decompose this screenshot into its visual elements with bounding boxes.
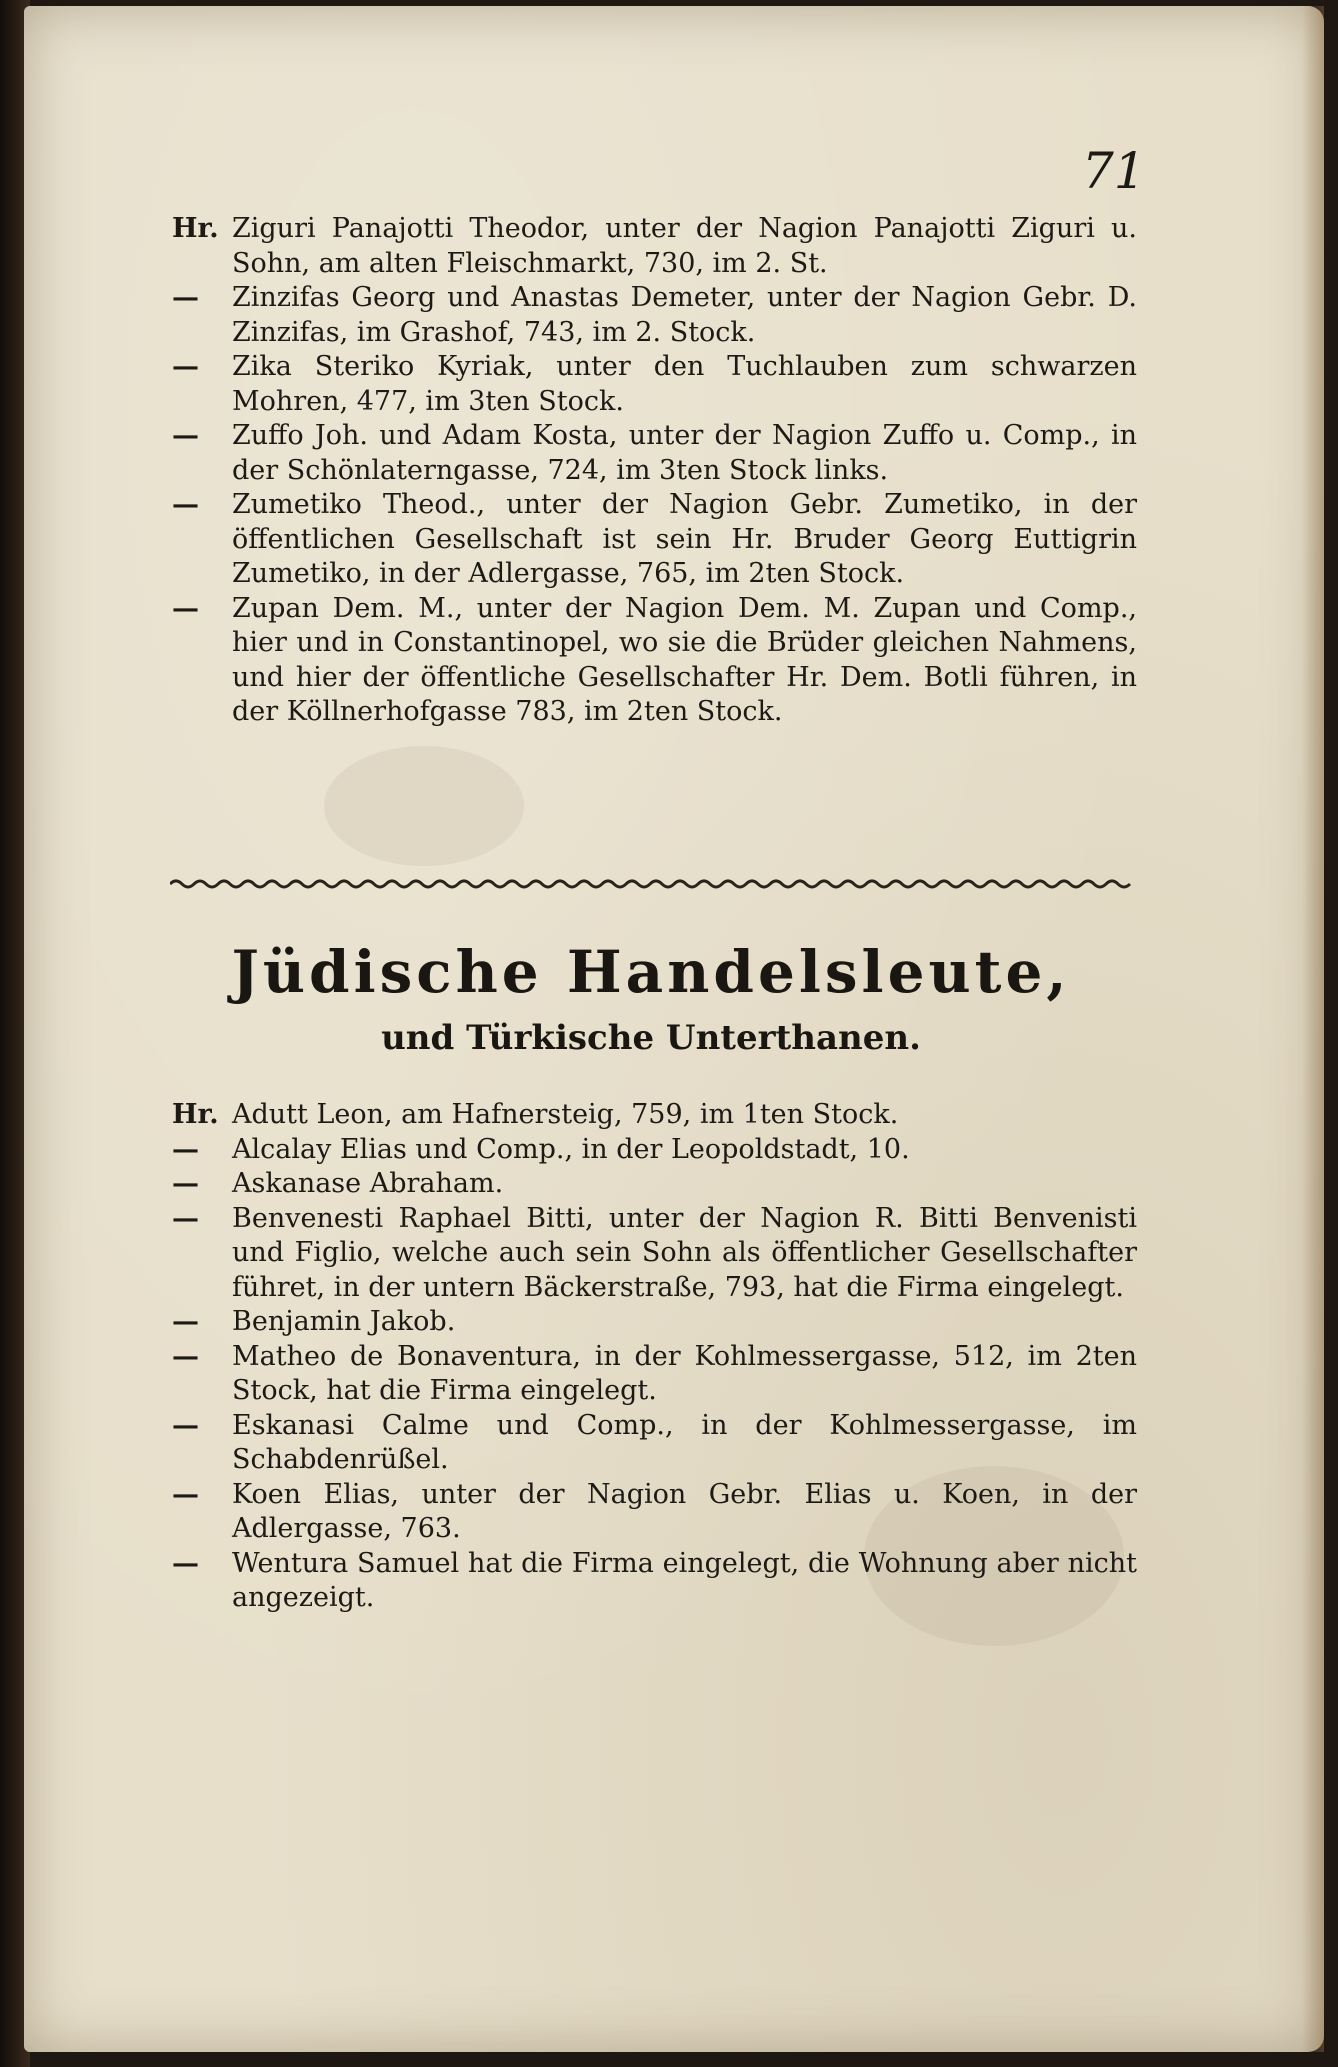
page-number: 71 bbox=[1082, 142, 1146, 200]
merchant-entry bbox=[172, 212, 1137, 281]
entry-lead: — bbox=[172, 1547, 199, 1579]
entry-lead: Hr. bbox=[172, 213, 219, 244]
entry-lead: — bbox=[172, 1168, 199, 1199]
entry-lead: — bbox=[172, 1133, 199, 1165]
entry-text: Zinzifas Georg und Anastas Demeter, unter der Nagion Gebr. D. Zinzifas, im Grashof, 743, im 2. Stock. bbox=[232, 282, 1137, 348]
entry-text: Adutt Leon, am Hafnersteig, 759, im 1ten Stock. bbox=[232, 1099, 899, 1130]
entry-lead: — bbox=[172, 351, 199, 382]
section-heading: Jüdische Handelsleute, bbox=[231, 938, 1071, 1006]
entry-lead: — bbox=[172, 489, 199, 520]
entry-text: Zika Steriko Kyriak, unter den Tuchlauben zum schwarzen Mohren, 477, im 3ten Stock. bbox=[232, 351, 1137, 417]
entry-text: Askanase Abraham. bbox=[232, 1168, 504, 1199]
entry-lead: — bbox=[172, 282, 199, 313]
page-edge-shadow bbox=[1302, 6, 1324, 2052]
decorative-rule bbox=[170, 876, 1132, 892]
entry-text: Benjamin Jakob. bbox=[232, 1306, 456, 1337]
merchant-entry bbox=[172, 350, 1137, 419]
merchant-entry bbox=[172, 592, 1137, 730]
entry-lead: — bbox=[172, 592, 199, 624]
entry-lead: — bbox=[172, 1202, 199, 1234]
merchant-entry bbox=[172, 419, 1137, 488]
entry-lead: — bbox=[172, 1409, 199, 1441]
entry-text: Matheo de Bonaventura, in der Kohlmessergasse, 512, im 2ten Stock, hat die Firma eingelegt. bbox=[232, 1340, 1137, 1406]
entry-text: Zuffo Joh. und Adam Kosta, unter der Nagion Zuffo u. Comp., in der Schönlaterngasse, 724, im 3ten Stock links. bbox=[232, 420, 1137, 486]
entry-lead: Hr. bbox=[172, 1099, 219, 1130]
merchant-entry bbox=[172, 1478, 1137, 1547]
entry-text: Ziguri Panajotti Theodor, unter der Nagion Panajotti Ziguri u. Sohn, am alten Fleischmarkt, 730, im 2. St. bbox=[232, 213, 1137, 279]
entry-text: Eskanasi Calme und Comp., in der Kohlmessergasse, im Schabdenrüßel. bbox=[232, 1409, 1137, 1475]
merchant-entry bbox=[172, 488, 1137, 592]
merchant-entry bbox=[172, 1202, 1137, 1306]
entry-text: Benvenesti Raphael Bitti, unter der Nagion R. Bitti Benvenisti und Figlio, welche auch sein Sohn als öffentlicher Gesellschafter führet, in der untern Bäckerstraße, 793, hat die Firma eingelegt. bbox=[232, 1202, 1137, 1303]
merchant-entry bbox=[172, 1409, 1137, 1478]
entry-text: Zumetiko Theod., unter der Nagion Gebr. Zumetiko, in der öffentlichen Gesellschaft ist sein Hr. Bruder Georg Euttigrin Zumetiko, in der Adlergasse, 765, im 2ten Stock. bbox=[232, 489, 1137, 589]
paper-stain bbox=[324, 746, 524, 866]
merchant-entry bbox=[172, 281, 1137, 350]
entry-lead: — bbox=[172, 1478, 199, 1510]
merchant-entry bbox=[172, 1547, 1137, 1616]
entry-text: Koen Elias, unter der Nagion Gebr. Elias u. Koen, in der Adlergasse, 763. bbox=[232, 1478, 1137, 1544]
merchant-entry bbox=[172, 1098, 1137, 1133]
merchant-entry bbox=[172, 1167, 1137, 1202]
entry-lead: — bbox=[172, 1306, 199, 1337]
entry-text: Alcalay Elias und Comp., in der Leopoldstadt, 10. bbox=[232, 1133, 910, 1165]
merchant-entry bbox=[172, 1133, 1137, 1168]
entry-lead: — bbox=[172, 1340, 199, 1372]
merchant-entry bbox=[172, 1305, 1137, 1340]
merchant-list-bottom bbox=[172, 1098, 1137, 1616]
merchant-list-top bbox=[172, 212, 1137, 730]
entry-text: Wentura Samuel hat die Firma eingelegt, die Wohnung aber nicht angezeigt. bbox=[232, 1547, 1137, 1613]
entry-lead: — bbox=[172, 420, 199, 451]
section-subheading: und Türkische Unterthanen. bbox=[381, 1018, 921, 1058]
merchant-entry bbox=[172, 1340, 1137, 1409]
entry-text: Zupan Dem. M., unter der Nagion Dem. M. Zupan und Comp., hier und in Constantinopel, wo sie die Brüder gleichen Nahmens, und hier der öffentliche Gesellschafter Hr. Dem. Botli führen, in der Köllnerhofgasse 783, im 2ten Stock. bbox=[232, 592, 1137, 727]
